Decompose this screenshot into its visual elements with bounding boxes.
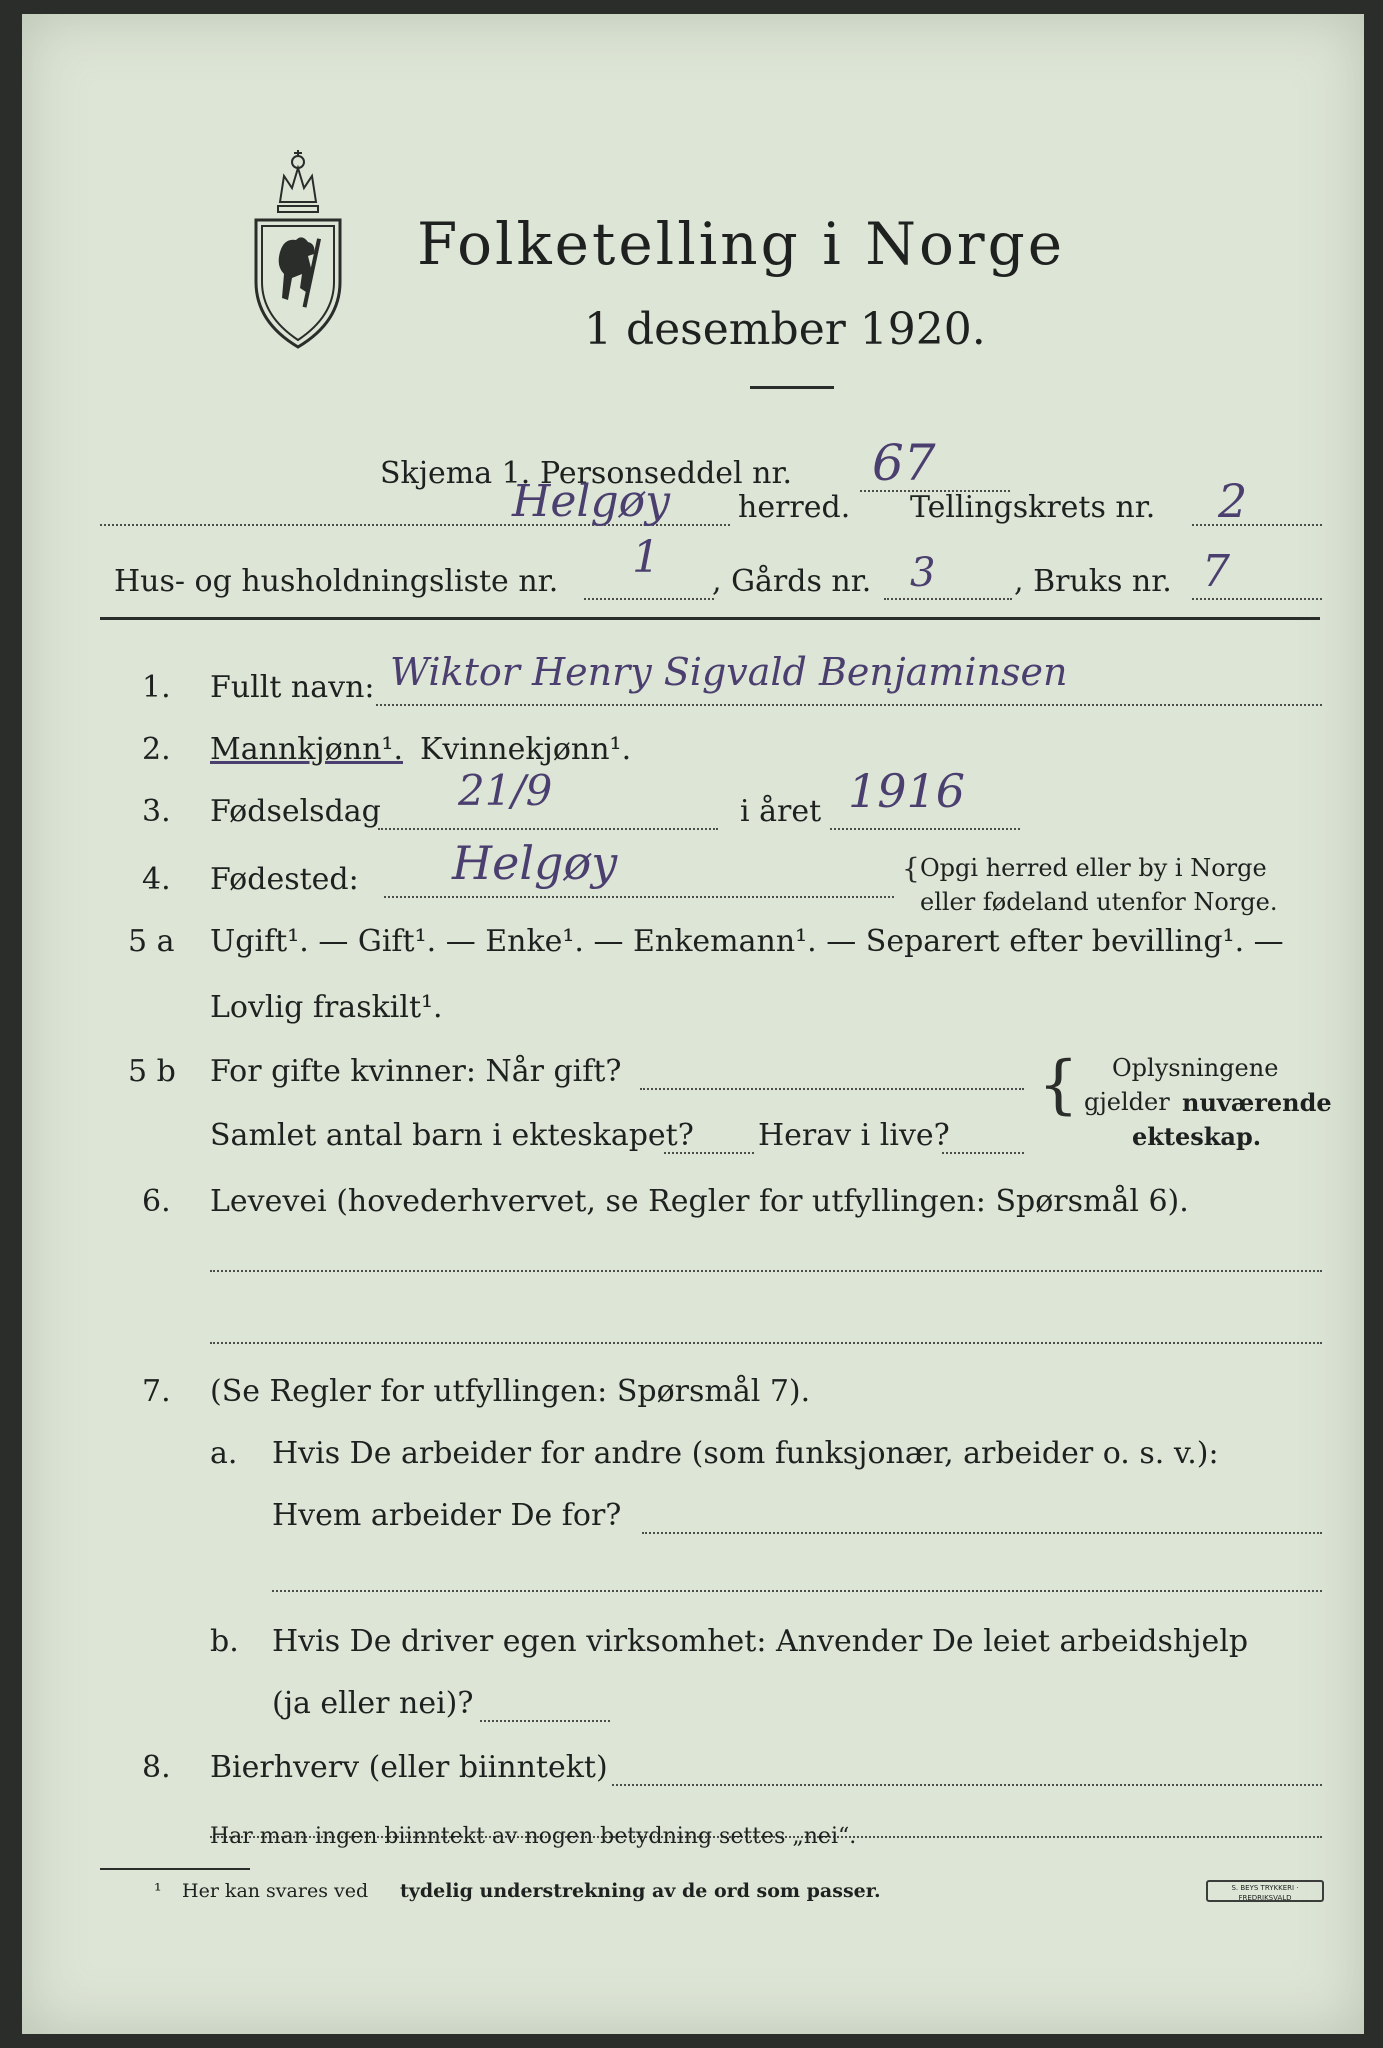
q5b-note-line3: ekteskap. [1132, 1122, 1262, 1151]
q7a-employer-label: Hvem arbeider De for? [272, 1498, 622, 1533]
q6-line2 [210, 1342, 1322, 1344]
personseddel-label: Personseddel nr. [540, 456, 793, 491]
q5b-alive-label: Herav i live? [758, 1118, 950, 1153]
q7a-label: Hvis De arbeider for andre (som funksjonær, arbeider o. s. v.): [272, 1436, 1219, 1471]
q6-line1 [210, 1270, 1322, 1272]
herred-value[interactable]: Helgøy [512, 476, 670, 527]
herred-label: herred. [738, 490, 851, 525]
q5b-children-line [664, 1152, 754, 1154]
q7b-label: Hvis De driver egen virksomhet: Anvender De leiet arbeidshjelp [272, 1624, 1249, 1659]
q1-number: 1. [142, 670, 171, 705]
q4-note-line1: Opgi herred eller by i Norge [920, 854, 1267, 882]
tellingskrets-value[interactable]: 2 [1218, 474, 1248, 528]
q7-number: 7. [142, 1374, 171, 1409]
gards-value[interactable]: 3 [910, 550, 936, 596]
q8-number: 8. [142, 1750, 171, 1785]
hus-line [584, 598, 714, 600]
q1-label: Fullt navn: [210, 670, 375, 705]
q5b-brace: { [1038, 1048, 1079, 1122]
census-form-sheet [22, 14, 1364, 2034]
q7b-answer-label: (ja eller nei)? [272, 1686, 474, 1721]
q1-line [376, 704, 1322, 706]
census-date: 1 desember 1920. [584, 304, 986, 355]
q3-day-value[interactable]: 21/9 [458, 766, 553, 815]
q5b-alive-line [942, 1152, 1024, 1154]
q1-value[interactable]: Wiktor Henry Sigvald Benjaminsen [390, 650, 1068, 694]
footnote-text-bold: tydelig understrekning av de ord som passer. [400, 1880, 881, 1902]
q5b-note-line2a: gjelder [1084, 1088, 1170, 1116]
q3-year-line [830, 828, 1020, 830]
gards-line [884, 598, 1012, 600]
q3-label: Fødselsdag [210, 794, 381, 829]
q7b-answer-line [480, 1720, 610, 1722]
form-title: Folketelling i Norge [417, 210, 1066, 278]
q4-value[interactable]: Helgøy [452, 836, 618, 890]
q6-label: Levevei (hovederhvervet, se Regler for utfyllingen: Spørsmål 6). [210, 1184, 1189, 1219]
hus-label: Hus- og husholdningsliste nr. [114, 564, 559, 599]
q4-brace: { [902, 852, 920, 885]
q5b-note-line2b: nuværende [1182, 1088, 1332, 1117]
bruks-label: , Bruks nr. [1014, 564, 1172, 599]
q5b-note-line1: Oplysningene [1112, 1054, 1279, 1082]
q5b-children-label: Samlet antal barn i ekteskapet? [210, 1118, 694, 1153]
q7-label: (Se Regler for utfyllingen: Spørsmål 7). [210, 1374, 811, 1409]
bruks-value[interactable]: 7 [1202, 546, 1230, 597]
q8-line [612, 1784, 1322, 1786]
q4-number: 4. [142, 862, 171, 897]
q4-label: Fødested: [210, 862, 359, 897]
header-divider [100, 617, 1320, 620]
printer-stamp: S. BEYS TRYKKERI · FREDRIKSVALD [1206, 1880, 1324, 1902]
q4-note-line2: eller fødeland utenfor Norge. [920, 888, 1278, 916]
hus-value[interactable]: 1 [632, 532, 660, 583]
skjema-label: Skjema 1. [380, 456, 531, 491]
q5b-married-line [640, 1088, 1024, 1090]
bruks-line [1192, 598, 1322, 600]
q5a-number: 5 a [128, 924, 175, 959]
title-divider [750, 386, 834, 389]
q3-number: 3. [142, 794, 171, 829]
footnote-number: ¹ [154, 1880, 162, 1902]
q5b-number: 5 b [128, 1054, 176, 1089]
footnote-divider [100, 1868, 250, 1870]
q7a-number: a. [210, 1436, 238, 1471]
footnote-text: Her kan svares ved [182, 1880, 369, 1902]
q4-line [384, 896, 894, 898]
q3-day-line [378, 828, 718, 830]
q8-label: Bierhverv (eller biinntekt) [210, 1750, 608, 1785]
tellingskrets-line [1192, 524, 1322, 526]
q2-female-option[interactable]: Kvinnekjønn¹. [420, 732, 632, 767]
personseddel-value[interactable]: 67 [872, 434, 936, 492]
norwegian-coat-of-arms-icon [250, 142, 346, 352]
q5b-married-label: For gifte kvinner: Når gift? [210, 1054, 622, 1089]
q5a-options-cont[interactable]: Lovlig fraskilt¹. [210, 990, 443, 1025]
q2-male-option[interactable]: Mannkjønn¹. [210, 732, 403, 767]
q7b-number: b. [210, 1624, 239, 1659]
q3-year-value[interactable]: 1916 [848, 764, 966, 818]
q5a-options[interactable]: Ugift¹. — Gift¹. — Enke¹. — Enkemann¹. — Separert efter bevilling¹. — [210, 924, 1284, 959]
tellingskrets-label: Tellingskrets nr. [910, 490, 1156, 525]
q7a-employer-line2 [272, 1590, 1322, 1592]
q2-number: 2. [142, 732, 171, 767]
q3-year-label: i året [740, 794, 822, 829]
q6-number: 6. [142, 1184, 171, 1219]
q7a-employer-line [642, 1532, 1322, 1534]
gards-label: , Gårds nr. [712, 564, 872, 599]
footer-note: Har man ingen biinntekt av nogen betydning settes „nei“. [210, 1824, 857, 1849]
